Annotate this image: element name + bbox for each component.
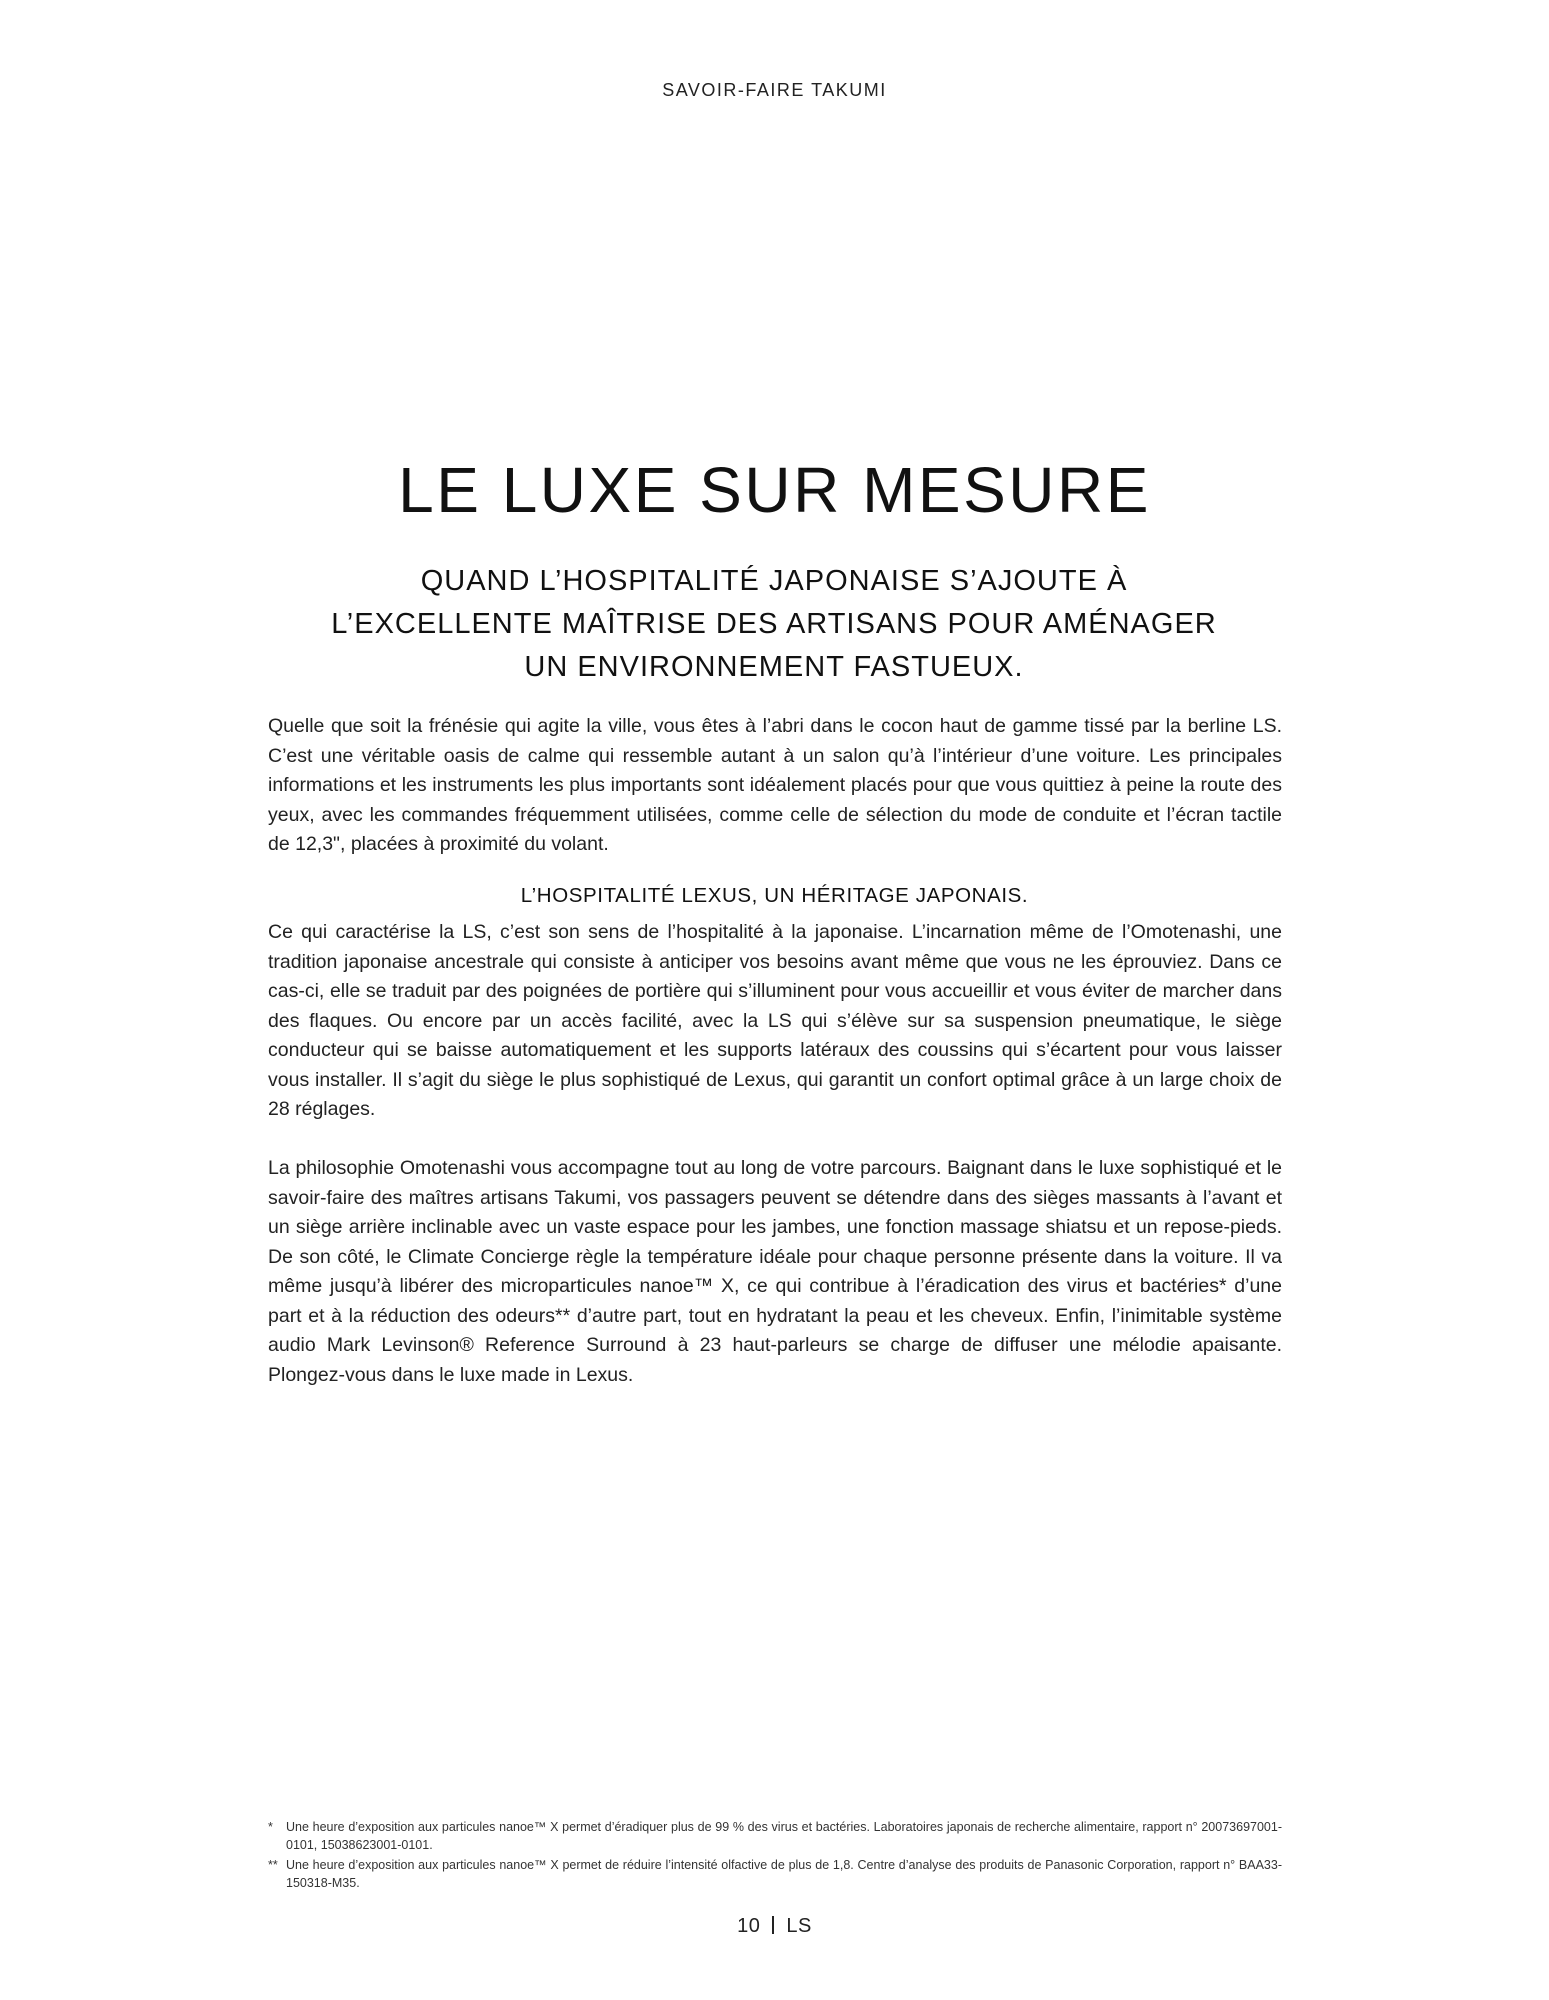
page-number: 10 bbox=[737, 1915, 761, 1937]
hospitality-paragraph: Ce qui caractérise la LS, c’est son sens de l’hospitalité à la japonaise. L’incarnation même de l’Omotenashi, une tradition japonaise ancestrale qui consiste à anticiper vos besoins avant même que vous ne les éprouviez. Dans ce cas-ci, elle se traduit par des poignées de portière qui s’illuminent pour vous accueillir et vous éviter de marcher dans des flaques. Ou encore par un accès facilité, avec la LS qui s’élève sur sa suspension pneumatique, le siège conducteur qui se baisse automatiquement et les supports latéraux des coussins qui s’écartent pour vous laisser vous installer. Il s’agit du siège le plus sophistiqué de Lexus, qui garantit un confort optimal grâce à un large choix de 28 réglages. bbox=[268, 921, 1282, 1120]
footnote-2 bbox=[268, 1856, 1282, 1892]
section-label: SAVOIR-FAIRE TAKUMI bbox=[662, 80, 887, 100]
philosophy-paragraph-block bbox=[268, 1154, 1282, 1390]
footer-model: LS bbox=[786, 1915, 812, 1937]
intro-paragraph: Quelle que soit la frénésie qui agite la ville, vous êtes à l’abri dans le cocon haut de gamme tissé par la berline LS. C’est une véritable oasis de calme qui ressemble autant à un salon qu’à l’intérieur d’une voiture. Les principales informations et les instruments les plus importants sont idéalement placés pour que vous quittiez à peine la route des yeux, avec les commandes fréquemment utilisées, comme celle de sélection du mode de conduite et l’écran tactile de 12,3", placées à proximité du volant. bbox=[268, 715, 1282, 855]
philosophy-paragraph: La philosophie Omotenashi vous accompagne tout au long de votre parcours. Baignant dans le luxe sophistiqué et le savoir-faire des maîtres artisans Takumi, vos passagers peuvent se détendre dans des sièges massants à l’avant et un siège arrière inclinable avec un vaste espace pour les jambes, une fonction massage shiatsu et un repose-pieds. De son côté, le Climate Concierge règle la température idéale pour chaque personne présente dans la voiture. Il va même jusqu’à libérer des microparticules nanoe™ X, ce qui contribue à l’éradication des virus et bactéries* d’une part et à la réduction des odeurs** d’autre part, tout en hydratant la peau et les cheveux. Enfin, l’inimitable système audio Mark Levinson® Reference Surround à 23 haut-parleurs se charge de diffuser une mélodie apaisante. Plongez-vous dans le luxe made in Lexus. bbox=[268, 1157, 1282, 1386]
page-title: LE LUXE SUR MESURE bbox=[398, 454, 1151, 526]
subtitle-line-2: L’EXCELLENTE MAÎTRISE DES ARTISANS POUR AMÉNAGER bbox=[331, 608, 1217, 640]
footnote-1 bbox=[268, 1818, 1282, 1854]
page-footer bbox=[0, 1915, 1549, 1938]
subtitle-line-3: UN ENVIRONNEMENT FASTUEUX. bbox=[524, 651, 1024, 683]
footnote-mark: ** bbox=[268, 1858, 278, 1872]
subtitle-line-1: QUAND L’HOSPITALITÉ JAPONAISE S’AJOUTE À bbox=[420, 565, 1128, 597]
footnotes bbox=[268, 1818, 1282, 1894]
intro-paragraph-block bbox=[268, 712, 1282, 860]
hospitality-paragraph-block bbox=[268, 918, 1282, 1125]
footer-separator bbox=[772, 1916, 774, 1934]
subtitle bbox=[274, 560, 1274, 689]
footnote-mark: * bbox=[268, 1820, 273, 1834]
section-subheading: L’HOSPITALITÉ LEXUS, UN HÉRITAGE JAPONAIS. bbox=[520, 884, 1029, 907]
footnote-text: Une heure d’exposition aux particules nanoe™ X permet d’éradiquer plus de 99 % des virus et bactéries. Laboratoires japonais de recherche alimentaire, rapport n° 20073697001-0101, 15038623001-0101. bbox=[286, 1820, 1282, 1852]
footnote-text: Une heure d’exposition aux particules nanoe™ X permet de réduire l’intensité olfactive de plus de 1,8. Centre d’analyse des produits de Panasonic Corporation, rapport n° BAA33-150318-M35. bbox=[286, 1858, 1282, 1890]
